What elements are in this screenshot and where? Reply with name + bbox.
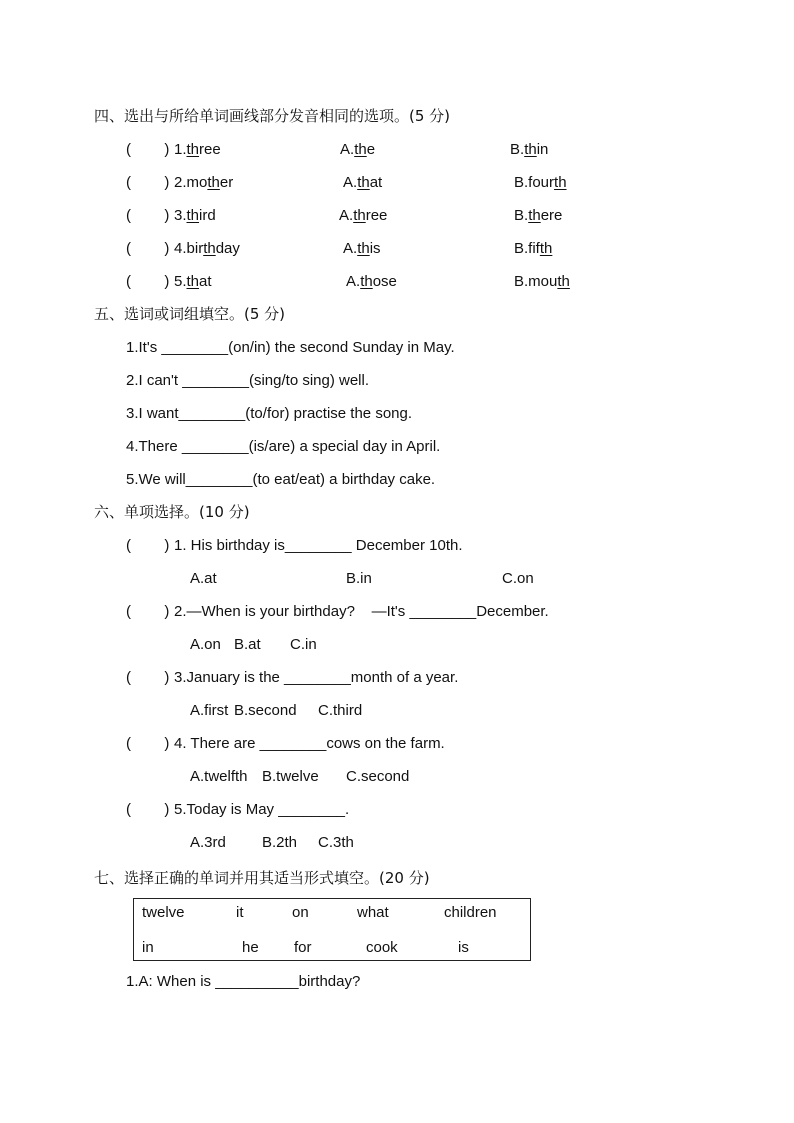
underlined-part: th [528,207,541,224]
answer-paren: ( ) [126,207,170,224]
underlined-part: th [524,141,537,158]
answer-paren: ( ) [126,537,170,554]
section-7-heading: 七、选择正确的单词并用其适当形式填空。(20 分) [94,869,430,887]
word-part: B. [510,141,525,158]
option-a: A.twelfth [190,768,248,785]
option-c: C.on [502,570,534,587]
fill-blank-item: 1.A: When is __________birthday? [126,973,361,990]
word-bank-word: cook [366,939,398,956]
option-a: A.3rd [190,834,226,851]
word-part: B.mou [514,273,558,290]
option-a [346,273,397,291]
word-bank-word: it [236,904,244,921]
item-number: 2. [174,174,187,191]
given-word [174,141,221,159]
fill-blank-item: 3.I want________(to/for) practise the song. [126,405,413,422]
word-part: ree [365,207,388,224]
fill-blank-item: 1.It's ________(on/in) the second Sunday in May. [126,339,455,356]
option-a [340,141,375,159]
underlined-part: th [357,240,370,257]
item-number: 1. [174,141,187,158]
underlined-part: th [354,141,367,158]
word-part: in [536,141,549,158]
option-a: A.on [190,636,221,653]
underlined-part: th [186,207,200,224]
word-bank-word: is [458,939,469,956]
option-a [339,207,387,225]
underlined-part: th [186,141,200,158]
underlined-part: th [207,174,220,191]
given-word [174,273,212,291]
underlined-part: th [557,273,570,290]
item-number: 5. [174,273,187,290]
word-part: er [219,174,234,191]
answer-paren: ( ) [126,174,170,191]
item-number: 3. [174,207,187,224]
question-text: 3.January is the ________month of a year. [174,669,459,686]
underlined-part: th [360,273,373,290]
word-bank-word: on [292,904,309,921]
word-bank-word: for [294,939,312,956]
word-part: at [369,174,383,191]
answer-paren: ( ) [126,801,170,818]
option-b: B.twelve [262,768,319,785]
word-part: ere [540,207,563,224]
option-b [514,240,552,258]
word-part: A. [343,240,358,257]
word-part: is [369,240,381,257]
word-bank-word: twelve [142,904,185,921]
word-part: A. [343,174,358,191]
question-text: 4. There are ________cows on the farm. [174,735,445,752]
underlined-part: th [539,240,553,257]
given-word [174,207,216,225]
word-part: B.four [514,174,555,191]
fill-blank-item: 4.There ________(is/are) a special day in April. [126,438,441,455]
answer-paren: ( ) [126,240,170,257]
option-c: C.third [318,702,363,719]
word-part: at [199,273,212,290]
word-part: mo [186,174,208,191]
word-bank-word: he [242,939,259,956]
option-c: C.second [346,768,410,785]
option-b [514,273,570,291]
underlined-part: th [353,207,366,224]
fill-blank-item: 5.We will________(to eat/eat) a birthday cake. [126,471,436,488]
option-c: C.in [290,636,317,653]
word-part: ree [199,141,221,158]
option-b: B.in [346,570,372,587]
word-part: A. [339,207,354,224]
word-bank-word: in [142,939,154,956]
word-part: day [215,240,240,257]
option-b: B.at [234,636,261,653]
given-word [174,174,233,192]
underlined-part: th [186,273,200,290]
option-c: C.3th [318,834,354,851]
word-part: ose [372,273,397,290]
option-b [514,174,567,192]
answer-paren: ( ) [126,735,170,752]
word-part: B. [514,207,529,224]
word-bank-word: children [444,904,497,921]
option-a: A.at [190,570,217,587]
item-number: 4. [174,240,187,257]
section-6-heading: 六、单项选择。(10 分) [94,503,250,521]
option-a [343,174,382,192]
word-bank-word: what [357,904,389,921]
word-part: A. [340,141,355,158]
fill-blank-item: 2.I can't ________(sing/to sing) well. [126,372,370,389]
option-b: B.second [234,702,297,719]
underlined-part: th [554,174,567,191]
given-word [174,240,240,258]
underlined-part: th [203,240,216,257]
question-text: 5.Today is May ________. [174,801,350,818]
word-part: A. [346,273,361,290]
question-text: 2.—When is your birthday? —It's ________December. [174,603,549,620]
section-5-heading: 五、选词或词组填空。(5 分) [94,305,286,323]
option-a [343,240,381,258]
word-part: e [366,141,376,158]
word-part: bir [186,240,204,257]
option-b [510,141,548,159]
answer-paren: ( ) [126,603,170,620]
answer-paren: ( ) [126,669,170,686]
word-part: B.fif [514,240,540,257]
option-b: B.2th [262,834,298,851]
section-4-heading: 四、选出与所给单词画线部分发音相同的选项。(5 分) [94,107,451,125]
option-b [514,207,562,225]
answer-paren: ( ) [126,273,170,290]
answer-paren: ( ) [126,141,170,158]
option-a: A.first [190,702,229,719]
question-text: 1. His birthday is________ December 10th. [174,537,463,554]
word-part: ird [199,207,216,224]
underlined-part: th [357,174,370,191]
